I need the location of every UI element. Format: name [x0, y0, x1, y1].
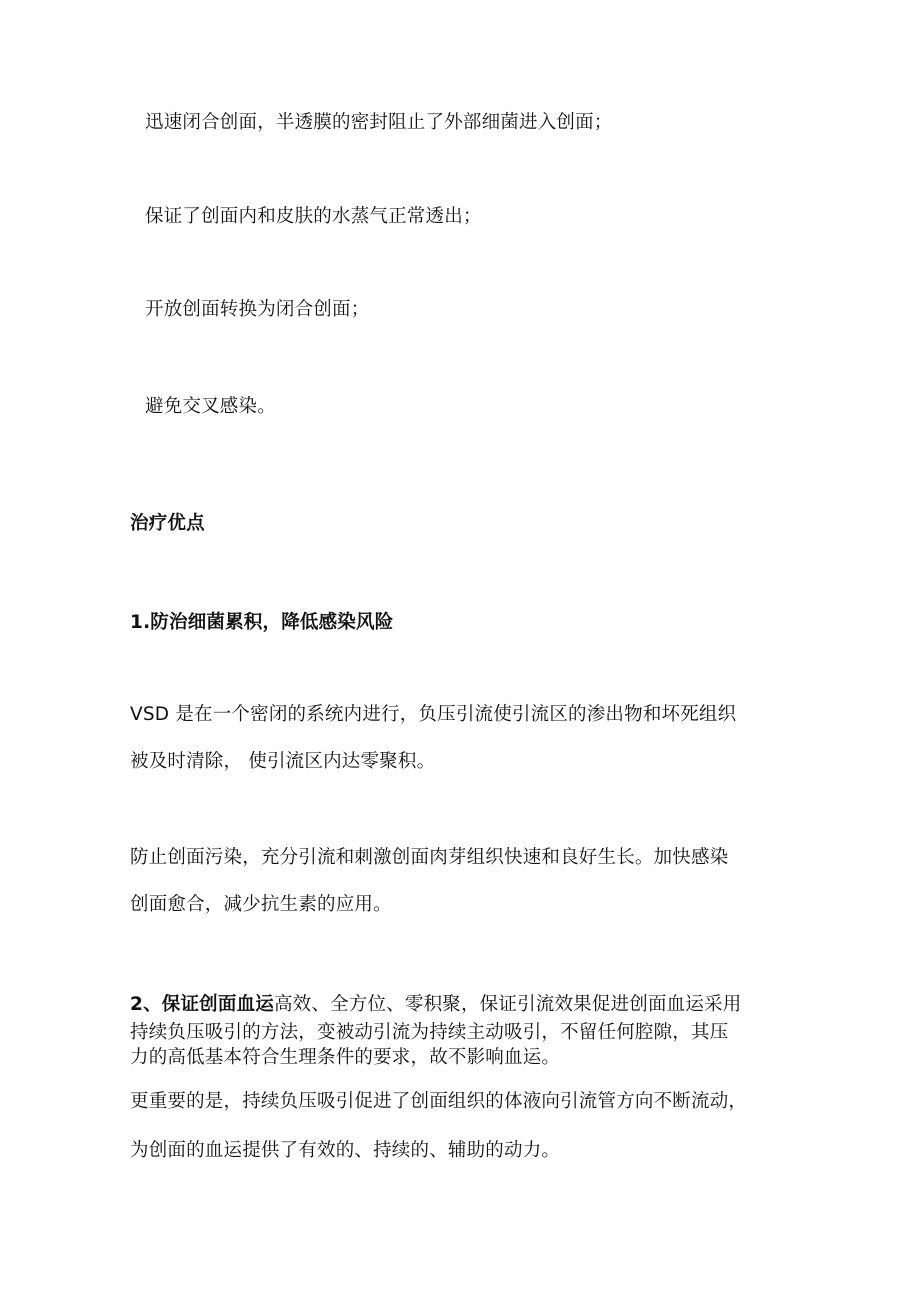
- advantages-heading: 治疗优点: [130, 513, 205, 534]
- point1-para2-line1: 防止创面污染，充分引流和刺激创面肉芽组织快速和良好生长。加快感染: [130, 847, 729, 868]
- point2-line2: 持续负压吸引的方法，变被动引流为持续主动吸引，不留任何腔隙，其压: [130, 1022, 729, 1043]
- point1-heading: 1.防治细菌累积，降低感染风险: [130, 612, 394, 633]
- bullet-line-3: 开放创面转换为闭合创面；: [145, 299, 370, 320]
- point2-para2-line2: 为创面的血运提供了有效的、持续的、辅助的动力。: [130, 1140, 561, 1161]
- point1-para2-line2: 创面愈合，减少抗生素的应用。: [130, 894, 392, 915]
- point2-para2-line1: 更重要的是，持续负压吸引促进了创面组织的体液向引流管方向不断流动，: [130, 1091, 748, 1112]
- point2-first-line: [130, 993, 742, 1017]
- point2-first-line-rest: 高效、全方位、零积聚，保证引流效果促进创面血运采用: [273, 994, 742, 1015]
- point2-line3: 力的高低基本符合生理条件的要求，故不影响血运。: [130, 1047, 561, 1068]
- bullet-line-2: 保证了创面内和皮肤的水蒸气正常透出；: [145, 206, 482, 227]
- bullet-line-1: 迅速闭合创面，半透膜的密封阻止了外部细菌进入创面；: [145, 112, 613, 133]
- point1-para1-line1: VSD 是在一个密闭的系统内进行，负压引流使引流区的渗出物和坏死组织: [130, 704, 737, 725]
- point2-heading: 2、保证创面血运: [130, 994, 274, 1015]
- point1-para1-line2: 被及时清除， 使引流区内达零聚积。: [130, 751, 436, 772]
- bullet-line-4: 避免交叉感染。: [145, 396, 276, 417]
